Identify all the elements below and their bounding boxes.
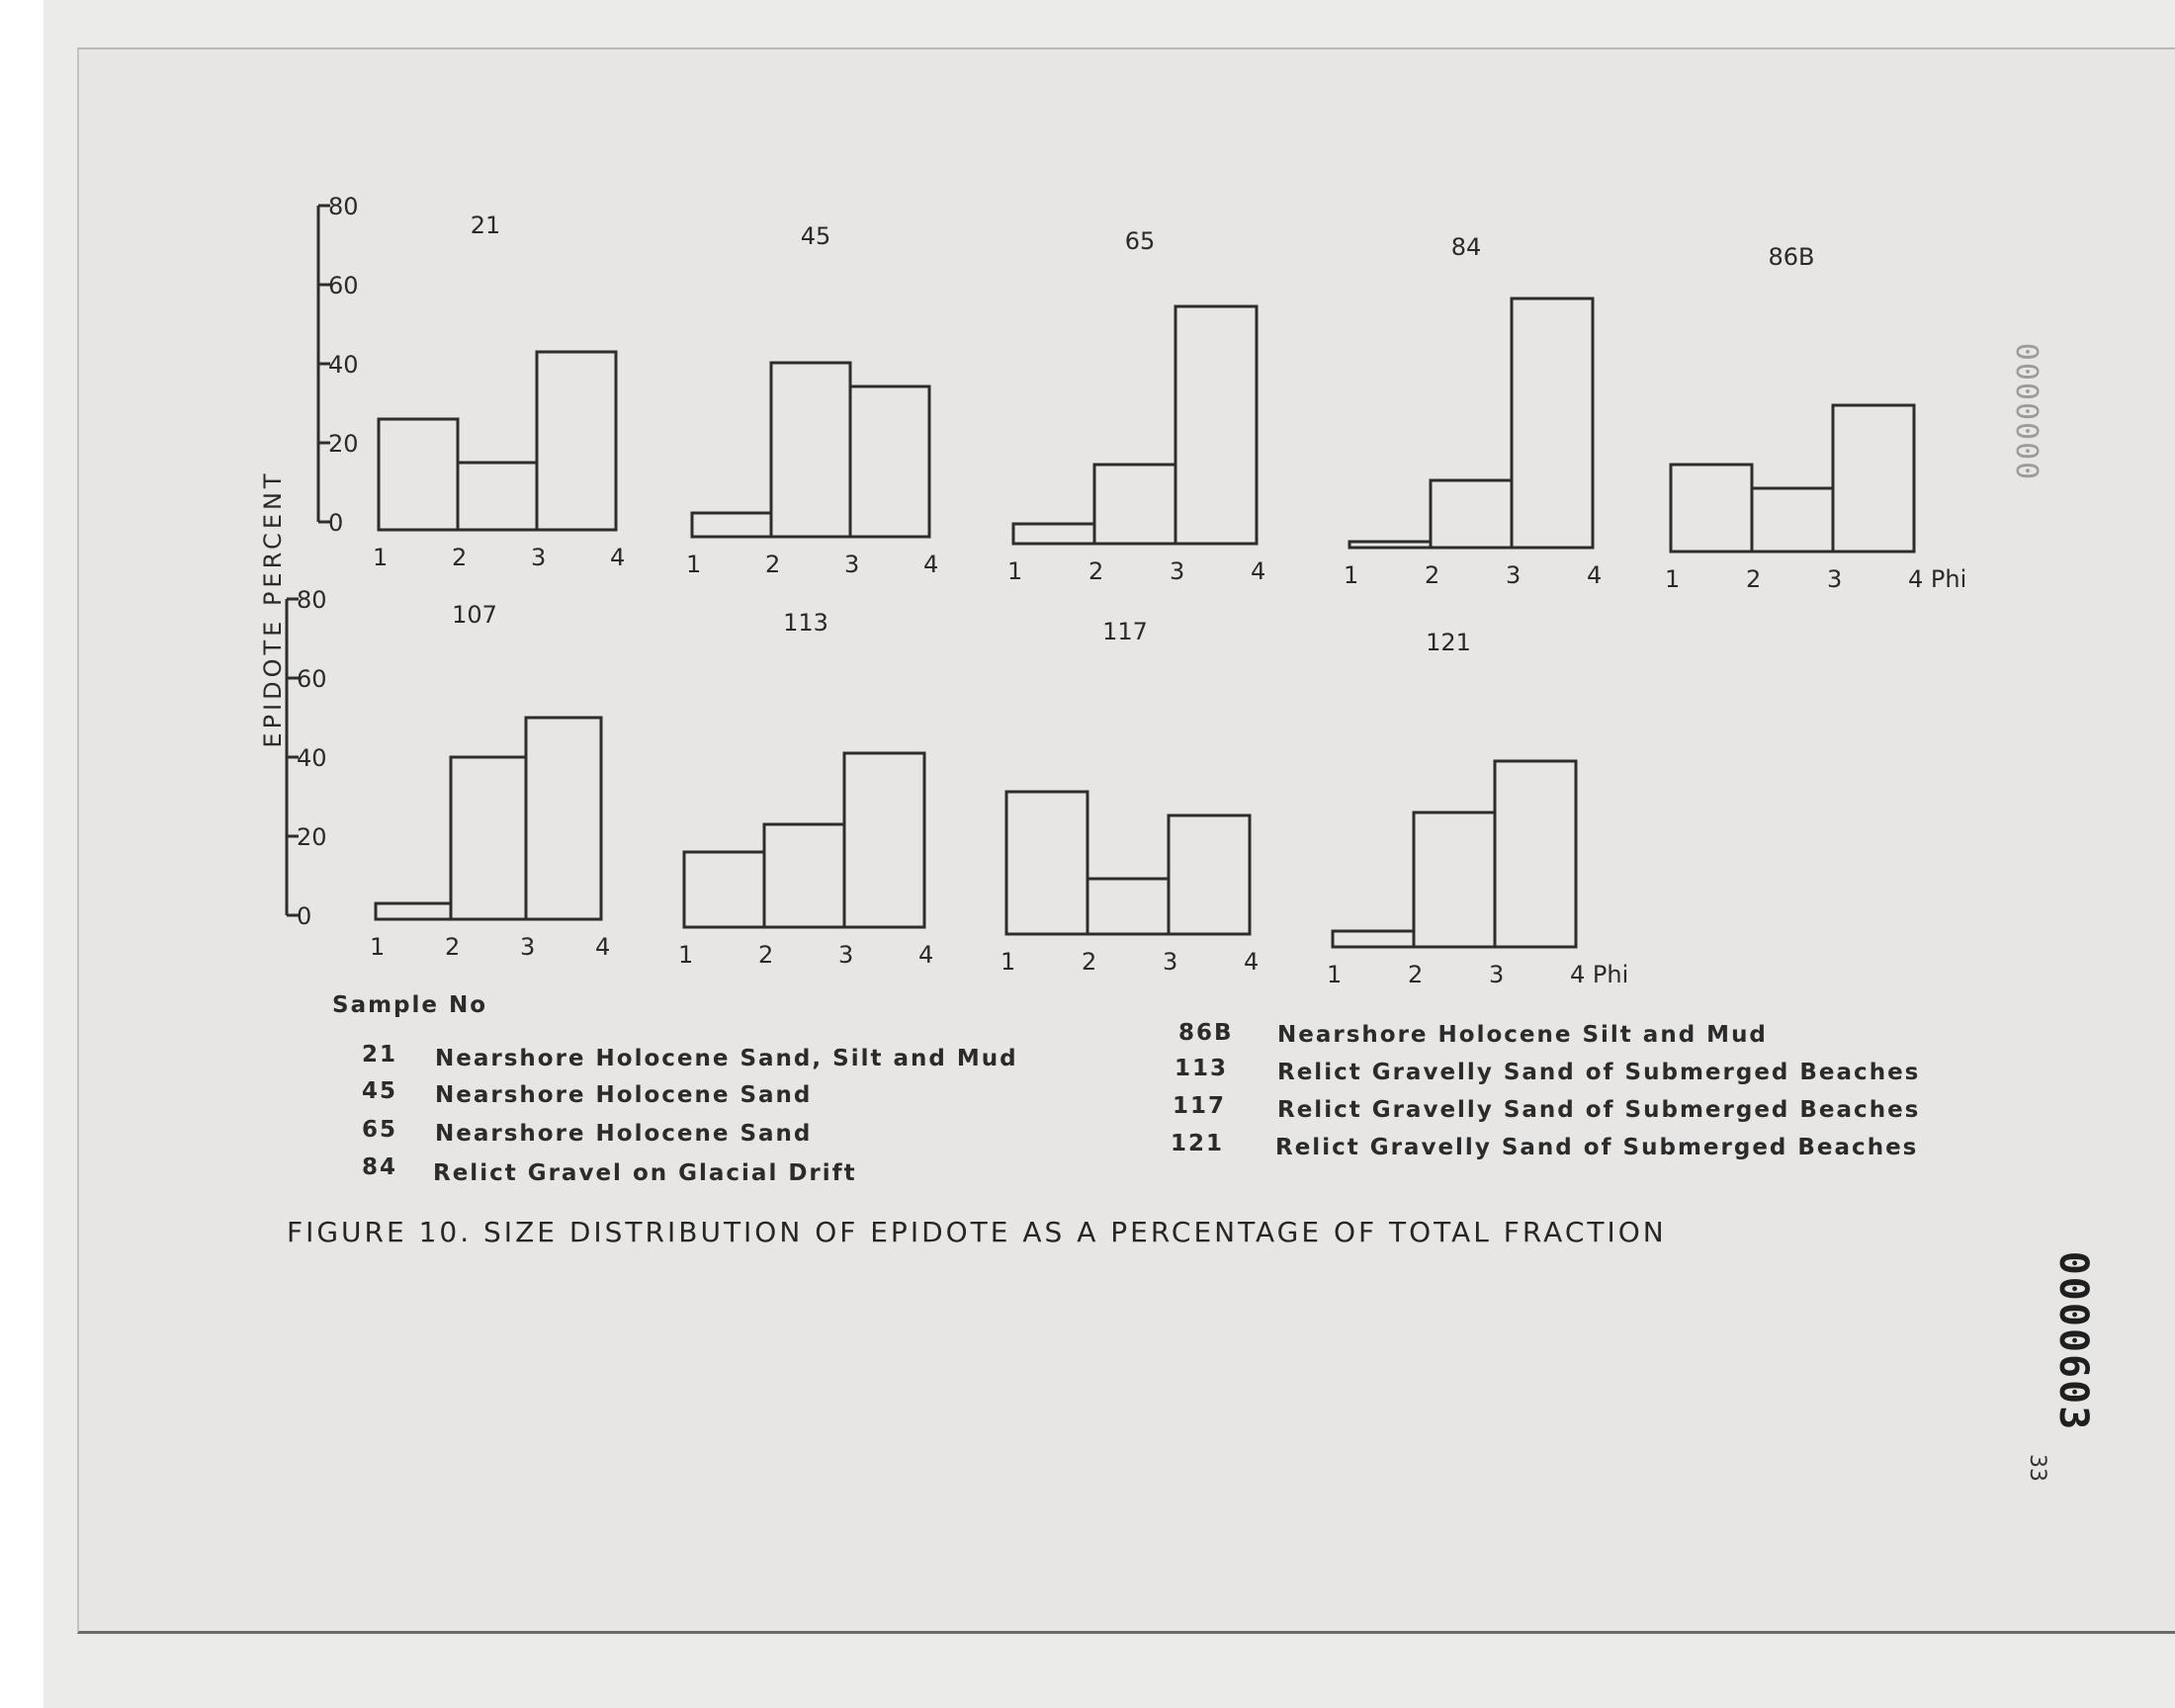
x-tick-label: 1	[1000, 948, 1016, 976]
legend-id: 65	[362, 1117, 398, 1143]
x-tick-label: 1	[370, 933, 386, 961]
histogram-bar	[1431, 480, 1512, 548]
subplot-title: 107	[452, 601, 497, 629]
histogram-bar	[1495, 761, 1576, 947]
legend-desc: Relict Gravelly Sand of Submerged Beaches	[1277, 1060, 1921, 1085]
x-tick-label: 3	[531, 544, 547, 571]
subplot-title: 65	[1124, 227, 1156, 255]
x-tick-label: 4	[1587, 561, 1603, 589]
x-tick-label: 3	[844, 551, 860, 578]
y-tick-label: 20	[328, 430, 359, 458]
subplot-title: 86B	[1768, 243, 1815, 271]
x-tick-label: 4	[610, 544, 626, 571]
legend-id: 45	[362, 1078, 398, 1104]
x-tick-label: 2	[1408, 961, 1424, 988]
x-tick-label: 1	[686, 551, 702, 578]
y-tick-label: 60	[328, 272, 359, 299]
x-tick-label: 3	[1489, 961, 1505, 988]
legend-desc: Nearshore Holocene Sand, Silt and Mud	[435, 1046, 1018, 1071]
x-tick-label: 3	[1506, 561, 1522, 589]
histogram-bar	[451, 757, 526, 919]
legend-desc: Nearshore Holocene Sand	[435, 1121, 813, 1147]
y-tick-label: 80	[297, 586, 327, 614]
histogram-bar	[1752, 488, 1833, 552]
y-tick-label: 40	[328, 351, 359, 379]
legend-desc: Relict Gravel on Glacial Drift	[433, 1160, 857, 1186]
legend-desc: Relict Gravelly Sand of Submerged Beaches	[1275, 1135, 1919, 1160]
stamp-text-top: 0000000	[2009, 342, 2044, 482]
histogram-bar	[692, 513, 771, 537]
x-axis-unit-label: 4 Phi	[1570, 961, 1629, 988]
subplot-title: 21	[470, 212, 501, 239]
x-tick-label: 4	[595, 933, 611, 961]
legend-id: 84	[362, 1154, 398, 1180]
legend-id: 117	[1173, 1093, 1227, 1119]
histogram-bar	[376, 903, 451, 919]
stamp-text-bottom: 0000603	[2050, 1250, 2096, 1432]
y-tick-label: 60	[297, 665, 327, 693]
figure-caption: FIGURE 10. SIZE DISTRIBUTION OF EPIDOTE AS A PERCENTAGE OF TOTAL FRACTION	[287, 1216, 1667, 1248]
histogram-bar	[1094, 465, 1175, 544]
x-tick-label: 1	[1327, 961, 1343, 988]
subplot-title: 84	[1450, 233, 1482, 261]
subplot-title: 117	[1102, 618, 1148, 645]
histogram-bar	[1414, 812, 1495, 947]
x-tick-label: 1	[1344, 561, 1359, 589]
x-tick-label: 3	[1827, 565, 1843, 593]
page-number	[2017, 1443, 2056, 1493]
x-tick-label: 4	[918, 941, 934, 969]
x-tick-label: 2	[445, 933, 461, 961]
legend-id: 21	[362, 1042, 398, 1068]
stamp-number-top	[2007, 308, 2046, 516]
x-tick-label: 3	[1170, 557, 1185, 585]
legend-desc: Relict Gravelly Sand of Submerged Beaches	[1277, 1097, 1921, 1123]
x-tick-label: 2	[1425, 561, 1440, 589]
histogram-bar	[1833, 405, 1914, 552]
histogram-bar	[379, 419, 458, 530]
x-tick-label: 3	[520, 933, 536, 961]
x-tick-label: 1	[678, 941, 694, 969]
legend-id: 121	[1171, 1131, 1225, 1156]
histogram-bar	[458, 463, 537, 530]
legend-desc: Nearshore Holocene Sand	[435, 1082, 813, 1108]
legend-heading: Sample No	[332, 992, 488, 1018]
subplot-title: 45	[800, 222, 831, 250]
x-tick-label: 4	[1251, 557, 1266, 585]
x-tick-label: 1	[373, 544, 389, 571]
x-tick-label: 2	[1082, 948, 1097, 976]
x-tick-label: 1	[1007, 557, 1023, 585]
histogram-bar	[850, 386, 929, 537]
x-tick-label: 4	[923, 551, 939, 578]
histogram-bar	[1169, 815, 1250, 934]
x-tick-label: 2	[758, 941, 774, 969]
histogram-bar	[771, 363, 850, 537]
legend-id: 113	[1174, 1056, 1229, 1081]
histogram-bar	[537, 352, 616, 530]
histogram-bar	[1013, 524, 1094, 544]
histogram-bar	[1006, 792, 1088, 934]
y-tick-label: 80	[328, 193, 359, 220]
subplot-title: 113	[783, 609, 828, 637]
y-tick-label: 40	[297, 744, 327, 772]
histogram-bar	[1333, 931, 1414, 947]
x-tick-label: 2	[1088, 557, 1104, 585]
x-tick-label: 3	[1163, 948, 1178, 976]
histogram-bar	[844, 753, 924, 927]
subplot-title: 121	[1426, 629, 1471, 656]
histogram-bar	[684, 852, 764, 927]
histogram-bar	[1512, 299, 1593, 548]
histogram-bar	[764, 824, 844, 927]
x-tick-label: 4	[1244, 948, 1260, 976]
histogram-bar	[1671, 465, 1752, 552]
x-tick-label: 2	[1746, 565, 1762, 593]
x-tick-label: 1	[1665, 565, 1681, 593]
x-tick-label: 3	[838, 941, 854, 969]
y-tick-label: 0	[328, 509, 344, 537]
y-tick-label: 0	[297, 902, 312, 930]
page-number-text: 33	[2025, 1454, 2049, 1482]
stamp-number-bottom	[2039, 1231, 2108, 1453]
x-axis-unit-label: 4 Phi	[1908, 565, 1967, 593]
y-axis-label: EPIDOTE PERCENT	[259, 470, 287, 748]
x-tick-label: 2	[765, 551, 781, 578]
x-tick-label: 2	[452, 544, 468, 571]
legend-id: 86B	[1178, 1020, 1234, 1046]
histogram-bar	[1088, 879, 1169, 934]
y-tick-label: 20	[297, 823, 327, 851]
histogram-bar	[526, 718, 601, 919]
legend-desc: Nearshore Holocene Silt and Mud	[1277, 1022, 1768, 1048]
histogram-bar	[1349, 542, 1431, 548]
histogram-bar	[1175, 306, 1257, 544]
